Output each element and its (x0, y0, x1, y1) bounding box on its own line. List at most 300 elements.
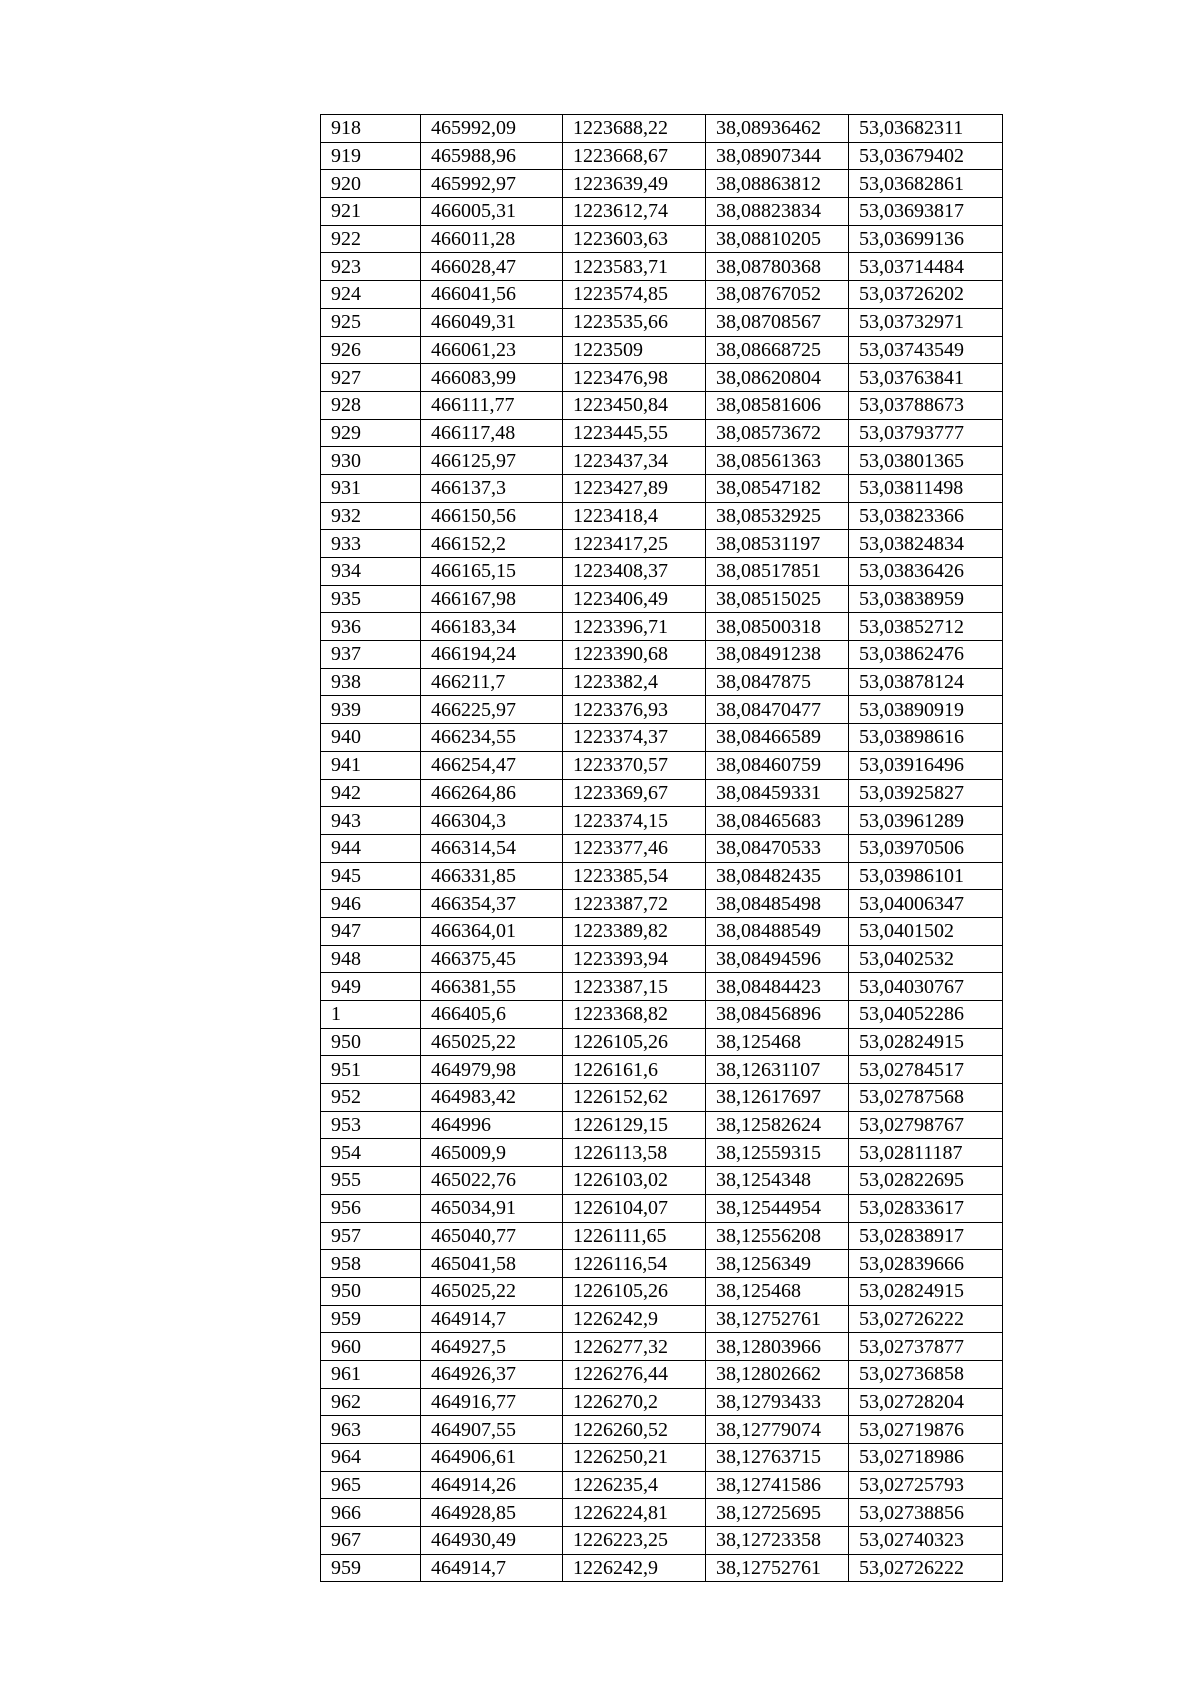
table-row (321, 391, 1003, 419)
longitude-cell: 38,08823834 (706, 198, 849, 226)
latitude-cell: 53,03823366 (849, 502, 1003, 530)
x-coordinate-cell: 464996 (421, 1111, 563, 1139)
table-row (321, 779, 1003, 807)
point-number-cell: 959 (321, 1554, 421, 1582)
longitude-cell: 38,08466589 (706, 724, 849, 752)
x-coordinate-cell: 466211,7 (421, 668, 563, 696)
y-coordinate-cell: 1223418,4 (563, 502, 706, 530)
x-coordinate-cell: 466381,55 (421, 973, 563, 1001)
table-row (321, 1471, 1003, 1499)
table-row (321, 474, 1003, 502)
latitude-cell: 53,03836426 (849, 558, 1003, 586)
latitude-cell: 53,03824834 (849, 530, 1003, 558)
latitude-cell: 53,03916496 (849, 751, 1003, 779)
x-coordinate-cell: 465034,91 (421, 1194, 563, 1222)
x-coordinate-cell: 464927,5 (421, 1333, 563, 1361)
longitude-cell: 38,08907344 (706, 142, 849, 170)
x-coordinate-cell: 464983,42 (421, 1084, 563, 1112)
table-row (321, 170, 1003, 198)
longitude-cell: 38,08531197 (706, 530, 849, 558)
x-coordinate-cell: 464914,26 (421, 1471, 563, 1499)
table-row (321, 1360, 1003, 1388)
table-row (321, 1139, 1003, 1167)
latitude-cell: 53,02719876 (849, 1416, 1003, 1444)
point-number-cell: 919 (321, 142, 421, 170)
latitude-cell: 53,03898616 (849, 724, 1003, 752)
y-coordinate-cell: 1226270,2 (563, 1388, 706, 1416)
x-coordinate-cell: 465041,58 (421, 1250, 563, 1278)
latitude-cell: 53,02822695 (849, 1167, 1003, 1195)
table-row (321, 696, 1003, 724)
longitude-cell: 38,12803966 (706, 1333, 849, 1361)
table-row (321, 1444, 1003, 1472)
y-coordinate-cell: 1226242,9 (563, 1554, 706, 1582)
x-coordinate-cell: 466165,15 (421, 558, 563, 586)
longitude-cell: 38,0847875 (706, 668, 849, 696)
x-coordinate-cell: 464926,37 (421, 1360, 563, 1388)
longitude-cell: 38,08863812 (706, 170, 849, 198)
table-row (321, 1194, 1003, 1222)
longitude-cell: 38,12631107 (706, 1056, 849, 1084)
table-row (321, 1499, 1003, 1527)
x-coordinate-cell: 466354,37 (421, 890, 563, 918)
latitude-cell: 53,03763841 (849, 364, 1003, 392)
x-coordinate-cell: 466125,97 (421, 447, 563, 475)
point-number-cell: 950 (321, 1028, 421, 1056)
x-coordinate-cell: 464906,61 (421, 1444, 563, 1472)
latitude-cell: 53,03970506 (849, 834, 1003, 862)
table-row (321, 225, 1003, 253)
latitude-cell: 53,03801365 (849, 447, 1003, 475)
point-number-cell: 930 (321, 447, 421, 475)
latitude-cell: 53,03743549 (849, 336, 1003, 364)
point-number-cell: 935 (321, 585, 421, 613)
table-row (321, 558, 1003, 586)
point-number-cell: 961 (321, 1360, 421, 1388)
longitude-cell: 38,125468 (706, 1277, 849, 1305)
longitude-cell: 38,1256349 (706, 1250, 849, 1278)
x-coordinate-cell: 466234,55 (421, 724, 563, 752)
table-row (321, 364, 1003, 392)
x-coordinate-cell: 466011,28 (421, 225, 563, 253)
x-coordinate-cell: 465022,76 (421, 1167, 563, 1195)
y-coordinate-cell: 1223427,89 (563, 474, 706, 502)
point-number-cell: 960 (321, 1333, 421, 1361)
point-number-cell: 951 (321, 1056, 421, 1084)
longitude-cell: 38,08456896 (706, 1001, 849, 1029)
table-row (321, 1527, 1003, 1555)
longitude-cell: 38,08482435 (706, 862, 849, 890)
y-coordinate-cell: 1226161,6 (563, 1056, 706, 1084)
y-coordinate-cell: 1223374,37 (563, 724, 706, 752)
table-row (321, 115, 1003, 143)
longitude-cell: 38,12802662 (706, 1360, 849, 1388)
y-coordinate-cell: 1226224,81 (563, 1499, 706, 1527)
table-row (321, 613, 1003, 641)
point-number-cell: 933 (321, 530, 421, 558)
y-coordinate-cell: 1226250,21 (563, 1444, 706, 1472)
table-row (321, 198, 1003, 226)
table-row (321, 585, 1003, 613)
y-coordinate-cell: 1226104,07 (563, 1194, 706, 1222)
y-coordinate-cell: 1223396,71 (563, 613, 706, 641)
y-coordinate-cell: 1223377,46 (563, 834, 706, 862)
point-number-cell: 964 (321, 1444, 421, 1472)
y-coordinate-cell: 1226105,26 (563, 1028, 706, 1056)
table-row (321, 308, 1003, 336)
y-coordinate-cell: 1223445,55 (563, 419, 706, 447)
point-number-cell: 954 (321, 1139, 421, 1167)
x-coordinate-cell: 466005,31 (421, 198, 563, 226)
point-number-cell: 941 (321, 751, 421, 779)
longitude-cell: 38,12544954 (706, 1194, 849, 1222)
latitude-cell: 53,02798767 (849, 1111, 1003, 1139)
latitude-cell: 53,03986101 (849, 862, 1003, 890)
latitude-cell: 53,04006347 (849, 890, 1003, 918)
y-coordinate-cell: 1226113,58 (563, 1139, 706, 1167)
longitude-cell: 38,08517851 (706, 558, 849, 586)
table-row (321, 1333, 1003, 1361)
longitude-cell: 38,08465683 (706, 807, 849, 835)
latitude-cell: 53,03862476 (849, 641, 1003, 669)
table-row (321, 281, 1003, 309)
table-row (321, 751, 1003, 779)
latitude-cell: 53,02784517 (849, 1056, 1003, 1084)
point-number-cell: 931 (321, 474, 421, 502)
latitude-cell: 53,03890919 (849, 696, 1003, 724)
y-coordinate-cell: 1223612,74 (563, 198, 706, 226)
latitude-cell: 53,03682861 (849, 170, 1003, 198)
point-number-cell: 927 (321, 364, 421, 392)
longitude-cell: 38,08532925 (706, 502, 849, 530)
point-number-cell: 925 (321, 308, 421, 336)
x-coordinate-cell: 466041,56 (421, 281, 563, 309)
latitude-cell: 53,04052286 (849, 1001, 1003, 1029)
y-coordinate-cell: 1226242,9 (563, 1305, 706, 1333)
latitude-cell: 53,02787568 (849, 1084, 1003, 1112)
point-number-cell: 946 (321, 890, 421, 918)
point-number-cell: 937 (321, 641, 421, 669)
y-coordinate-cell: 1223387,72 (563, 890, 706, 918)
y-coordinate-cell: 1223389,82 (563, 917, 706, 945)
longitude-cell: 38,08581606 (706, 391, 849, 419)
coordinates-table (320, 114, 1003, 1582)
longitude-cell: 38,08484423 (706, 973, 849, 1001)
y-coordinate-cell: 1223369,67 (563, 779, 706, 807)
point-number-cell: 932 (321, 502, 421, 530)
point-number-cell: 966 (321, 1499, 421, 1527)
point-number-cell: 936 (321, 613, 421, 641)
latitude-cell: 53,02736858 (849, 1360, 1003, 1388)
longitude-cell: 38,08810205 (706, 225, 849, 253)
longitude-cell: 38,08547182 (706, 474, 849, 502)
x-coordinate-cell: 466364,01 (421, 917, 563, 945)
x-coordinate-cell: 464916,77 (421, 1388, 563, 1416)
latitude-cell: 53,03679402 (849, 142, 1003, 170)
point-number-cell: 924 (321, 281, 421, 309)
point-number-cell: 947 (321, 917, 421, 945)
longitude-cell: 38,08460759 (706, 751, 849, 779)
longitude-cell: 38,125468 (706, 1028, 849, 1056)
point-number-cell: 921 (321, 198, 421, 226)
table-row (321, 447, 1003, 475)
latitude-cell: 53,0401502 (849, 917, 1003, 945)
y-coordinate-cell: 1223374,15 (563, 807, 706, 835)
x-coordinate-cell: 464979,98 (421, 1056, 563, 1084)
latitude-cell: 53,04030767 (849, 973, 1003, 1001)
table-row (321, 502, 1003, 530)
y-coordinate-cell: 1223603,63 (563, 225, 706, 253)
longitude-cell: 38,08500318 (706, 613, 849, 641)
point-number-cell: 949 (321, 973, 421, 1001)
x-coordinate-cell: 464928,85 (421, 1499, 563, 1527)
y-coordinate-cell: 1223535,66 (563, 308, 706, 336)
table-row (321, 1111, 1003, 1139)
y-coordinate-cell: 1223390,68 (563, 641, 706, 669)
x-coordinate-cell: 465025,22 (421, 1028, 563, 1056)
table-row (321, 945, 1003, 973)
latitude-cell: 53,02740323 (849, 1527, 1003, 1555)
point-number-cell: 940 (321, 724, 421, 752)
longitude-cell: 38,12763715 (706, 1444, 849, 1472)
x-coordinate-cell: 466314,54 (421, 834, 563, 862)
x-coordinate-cell: 466117,48 (421, 419, 563, 447)
longitude-cell: 38,08561363 (706, 447, 849, 475)
y-coordinate-cell: 1223688,22 (563, 115, 706, 143)
x-coordinate-cell: 466137,3 (421, 474, 563, 502)
table-row (321, 917, 1003, 945)
latitude-cell: 53,02718986 (849, 1444, 1003, 1472)
x-coordinate-cell: 465992,97 (421, 170, 563, 198)
point-number-cell: 945 (321, 862, 421, 890)
latitude-cell: 53,03714484 (849, 253, 1003, 281)
point-number-cell: 928 (321, 391, 421, 419)
longitude-cell: 38,08488549 (706, 917, 849, 945)
longitude-cell: 38,12741586 (706, 1471, 849, 1499)
longitude-cell: 38,08708567 (706, 308, 849, 336)
longitude-cell: 38,08470533 (706, 834, 849, 862)
latitude-cell: 53,02728204 (849, 1388, 1003, 1416)
longitude-cell: 38,08620804 (706, 364, 849, 392)
table-row (321, 973, 1003, 1001)
longitude-cell: 38,12793433 (706, 1388, 849, 1416)
table-row (321, 641, 1003, 669)
y-coordinate-cell: 1223387,15 (563, 973, 706, 1001)
point-number-cell: 967 (321, 1527, 421, 1555)
table-row (321, 862, 1003, 890)
longitude-cell: 38,08470477 (706, 696, 849, 724)
x-coordinate-cell: 464907,55 (421, 1416, 563, 1444)
table-row (321, 1388, 1003, 1416)
y-coordinate-cell: 1223417,25 (563, 530, 706, 558)
longitude-cell: 38,12725695 (706, 1499, 849, 1527)
x-coordinate-cell: 465992,09 (421, 115, 563, 143)
y-coordinate-cell: 1223450,84 (563, 391, 706, 419)
point-number-cell: 965 (321, 1471, 421, 1499)
table-row (321, 1056, 1003, 1084)
table-row (321, 1001, 1003, 1029)
y-coordinate-cell: 1226223,25 (563, 1527, 706, 1555)
x-coordinate-cell: 464914,7 (421, 1305, 563, 1333)
x-coordinate-cell: 466194,24 (421, 641, 563, 669)
point-number-cell: 926 (321, 336, 421, 364)
y-coordinate-cell: 1223368,82 (563, 1001, 706, 1029)
latitude-cell: 53,03788673 (849, 391, 1003, 419)
x-coordinate-cell: 466152,2 (421, 530, 563, 558)
x-coordinate-cell: 466061,23 (421, 336, 563, 364)
point-number-cell: 952 (321, 1084, 421, 1112)
point-number-cell: 962 (321, 1388, 421, 1416)
y-coordinate-cell: 1223370,57 (563, 751, 706, 779)
longitude-cell: 38,08936462 (706, 115, 849, 143)
y-coordinate-cell: 1223382,4 (563, 668, 706, 696)
point-number-cell: 948 (321, 945, 421, 973)
table-row (321, 419, 1003, 447)
longitude-cell: 38,12752761 (706, 1305, 849, 1333)
x-coordinate-cell: 465009,9 (421, 1139, 563, 1167)
point-number-cell: 958 (321, 1250, 421, 1278)
longitude-cell: 38,12779074 (706, 1416, 849, 1444)
table-row (321, 834, 1003, 862)
latitude-cell: 53,03682311 (849, 115, 1003, 143)
longitude-cell: 38,08494596 (706, 945, 849, 973)
latitude-cell: 53,03699136 (849, 225, 1003, 253)
y-coordinate-cell: 1223437,34 (563, 447, 706, 475)
latitude-cell: 53,02737877 (849, 1333, 1003, 1361)
latitude-cell: 53,03878124 (849, 668, 1003, 696)
table-row (321, 1084, 1003, 1112)
x-coordinate-cell: 466375,45 (421, 945, 563, 973)
latitude-cell: 53,02833617 (849, 1194, 1003, 1222)
x-coordinate-cell: 466083,99 (421, 364, 563, 392)
table-row (321, 1416, 1003, 1444)
point-number-cell: 939 (321, 696, 421, 724)
x-coordinate-cell: 466254,47 (421, 751, 563, 779)
x-coordinate-cell: 465040,77 (421, 1222, 563, 1250)
table-row (321, 668, 1003, 696)
x-coordinate-cell: 466028,47 (421, 253, 563, 281)
y-coordinate-cell: 1223476,98 (563, 364, 706, 392)
latitude-cell: 53,03693817 (849, 198, 1003, 226)
x-coordinate-cell: 465025,22 (421, 1277, 563, 1305)
table-row (321, 1028, 1003, 1056)
longitude-cell: 38,08485498 (706, 890, 849, 918)
table-row (321, 1305, 1003, 1333)
latitude-cell: 53,02726222 (849, 1554, 1003, 1582)
latitude-cell: 53,02738856 (849, 1499, 1003, 1527)
y-coordinate-cell: 1226111,65 (563, 1222, 706, 1250)
latitude-cell: 53,02726222 (849, 1305, 1003, 1333)
y-coordinate-cell: 1226105,26 (563, 1277, 706, 1305)
point-number-cell: 934 (321, 558, 421, 586)
point-number-cell: 957 (321, 1222, 421, 1250)
longitude-cell: 38,12582624 (706, 1111, 849, 1139)
latitude-cell: 53,02838917 (849, 1222, 1003, 1250)
y-coordinate-cell: 1223376,93 (563, 696, 706, 724)
point-number-cell: 944 (321, 834, 421, 862)
table-row (321, 530, 1003, 558)
table-row (321, 336, 1003, 364)
x-coordinate-cell: 465988,96 (421, 142, 563, 170)
point-number-cell: 929 (321, 419, 421, 447)
table-row (321, 1222, 1003, 1250)
table-row (321, 253, 1003, 281)
latitude-cell: 53,02824915 (849, 1028, 1003, 1056)
y-coordinate-cell: 1223406,49 (563, 585, 706, 613)
latitude-cell: 53,03726202 (849, 281, 1003, 309)
y-coordinate-cell: 1226235,4 (563, 1471, 706, 1499)
y-coordinate-cell: 1223393,94 (563, 945, 706, 973)
x-coordinate-cell: 466150,56 (421, 502, 563, 530)
coordinates-table-body (321, 115, 1003, 1582)
latitude-cell: 53,03811498 (849, 474, 1003, 502)
table-row (321, 142, 1003, 170)
table-row (321, 1277, 1003, 1305)
y-coordinate-cell: 1223639,49 (563, 170, 706, 198)
y-coordinate-cell: 1223583,71 (563, 253, 706, 281)
y-coordinate-cell: 1226129,15 (563, 1111, 706, 1139)
latitude-cell: 53,02839666 (849, 1250, 1003, 1278)
table-row (321, 1554, 1003, 1582)
y-coordinate-cell: 1226152,62 (563, 1084, 706, 1112)
x-coordinate-cell: 466304,3 (421, 807, 563, 835)
y-coordinate-cell: 1226103,02 (563, 1167, 706, 1195)
point-number-cell: 922 (321, 225, 421, 253)
longitude-cell: 38,1254348 (706, 1167, 849, 1195)
point-number-cell: 953 (321, 1111, 421, 1139)
table-row (321, 890, 1003, 918)
y-coordinate-cell: 1223668,67 (563, 142, 706, 170)
point-number-cell: 955 (321, 1167, 421, 1195)
x-coordinate-cell: 466264,86 (421, 779, 563, 807)
longitude-cell: 38,12559315 (706, 1139, 849, 1167)
longitude-cell: 38,08459331 (706, 779, 849, 807)
latitude-cell: 53,03961289 (849, 807, 1003, 835)
point-number-cell: 963 (321, 1416, 421, 1444)
longitude-cell: 38,12723358 (706, 1527, 849, 1555)
point-number-cell: 942 (321, 779, 421, 807)
point-number-cell: 959 (321, 1305, 421, 1333)
latitude-cell: 53,03925827 (849, 779, 1003, 807)
table-row (321, 724, 1003, 752)
latitude-cell: 53,02811187 (849, 1139, 1003, 1167)
latitude-cell: 53,03852712 (849, 613, 1003, 641)
longitude-cell: 38,08780368 (706, 253, 849, 281)
longitude-cell: 38,08668725 (706, 336, 849, 364)
y-coordinate-cell: 1226277,32 (563, 1333, 706, 1361)
x-coordinate-cell: 464930,49 (421, 1527, 563, 1555)
y-coordinate-cell: 1223574,85 (563, 281, 706, 309)
point-number-cell: 956 (321, 1194, 421, 1222)
table-row (321, 1167, 1003, 1195)
latitude-cell: 53,03793777 (849, 419, 1003, 447)
x-coordinate-cell: 466183,34 (421, 613, 563, 641)
y-coordinate-cell: 1226116,54 (563, 1250, 706, 1278)
latitude-cell: 53,0402532 (849, 945, 1003, 973)
y-coordinate-cell: 1226260,52 (563, 1416, 706, 1444)
x-coordinate-cell: 466331,85 (421, 862, 563, 890)
x-coordinate-cell: 466049,31 (421, 308, 563, 336)
x-coordinate-cell: 464914,7 (421, 1554, 563, 1582)
y-coordinate-cell: 1226276,44 (563, 1360, 706, 1388)
longitude-cell: 38,12617697 (706, 1084, 849, 1112)
latitude-cell: 53,02725793 (849, 1471, 1003, 1499)
point-number-cell: 950 (321, 1277, 421, 1305)
latitude-cell: 53,03732971 (849, 308, 1003, 336)
longitude-cell: 38,08491238 (706, 641, 849, 669)
longitude-cell: 38,12556208 (706, 1222, 849, 1250)
latitude-cell: 53,03838959 (849, 585, 1003, 613)
